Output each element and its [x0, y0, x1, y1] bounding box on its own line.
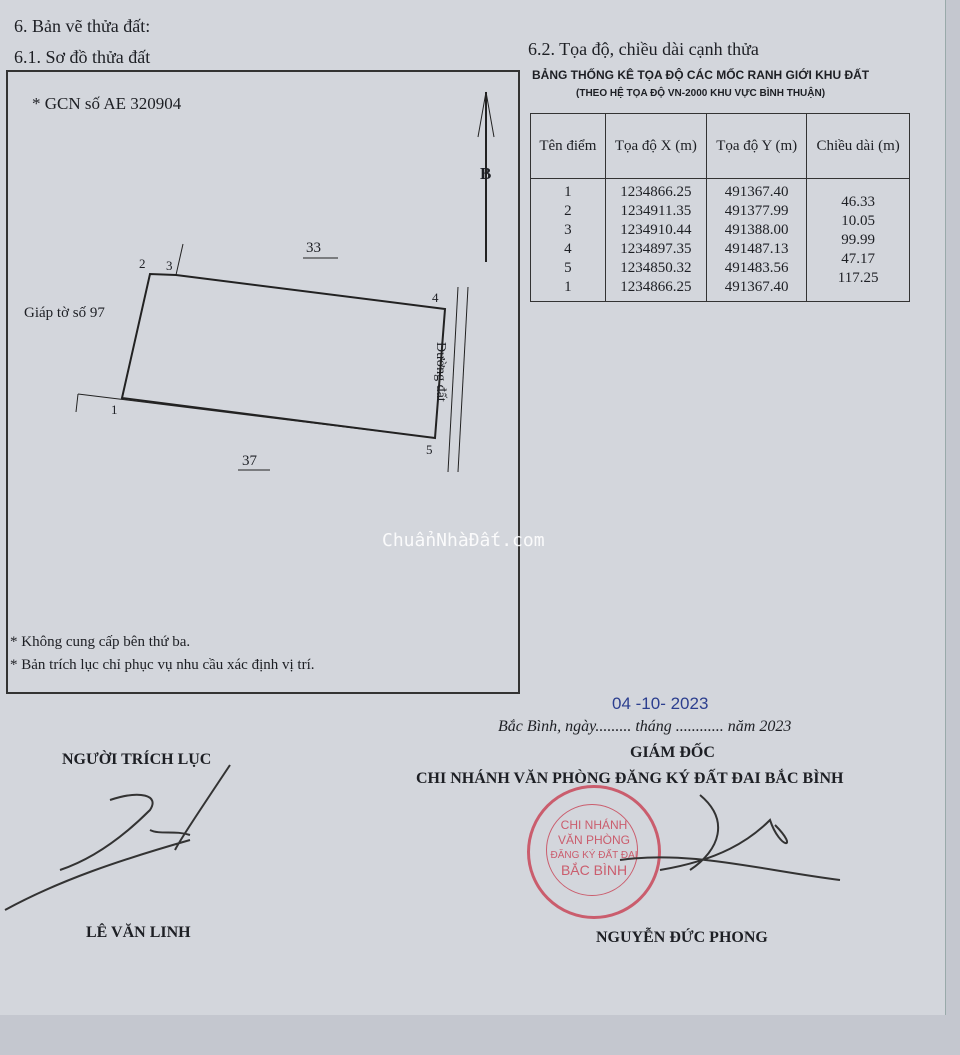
- cell: 491388.00: [724, 222, 789, 238]
- point-names-cell: [531, 179, 606, 302]
- point-label-5: 5: [426, 442, 433, 457]
- date-line: Bắc Bình, ngày......... tháng ............ năm 2023: [498, 718, 792, 735]
- lengths-cell: [807, 179, 910, 302]
- left-signer-role: NGƯỜI TRÍCH LỤC: [62, 751, 212, 768]
- subsection-table-title: 6.2. Tọa độ, chiều dài cạnh thửa: [528, 39, 759, 59]
- point-label-3: 3: [166, 258, 173, 273]
- left-signature: [0, 760, 260, 920]
- coordinates-table: [530, 113, 910, 302]
- col-header-name: Tên điểm: [531, 114, 606, 179]
- cell: 46.33: [841, 194, 875, 210]
- plot-diagram-box: [6, 70, 520, 694]
- section-title: 6. Bản vẽ thửa đất:: [14, 16, 151, 36]
- cell: 2: [564, 203, 572, 219]
- neighbor-top-label: 33: [306, 240, 321, 256]
- col-header-y: Tọa độ Y (m): [707, 114, 807, 179]
- stamp-line: BẮC BÌNH: [560, 862, 628, 878]
- col-header-x: Tọa độ X (m): [605, 114, 706, 179]
- cell: 491377.99: [724, 203, 789, 219]
- cell: 99.99: [841, 232, 875, 248]
- cell: 10.05: [841, 213, 875, 229]
- col-header-length: Chiều dài (m): [807, 114, 910, 179]
- cell: 491483.56: [724, 260, 789, 276]
- point-label-4: 4: [432, 290, 439, 305]
- cell: 1234910.44: [620, 222, 692, 238]
- cell: 1: [564, 184, 572, 200]
- right-signer-org: CHI NHÁNH VĂN PHÒNG ĐĂNG KÝ ĐẤT ĐAI BẮC BÌNH: [416, 770, 844, 787]
- cell: 491487.13: [724, 241, 789, 257]
- cell: 1234866.25: [620, 279, 692, 295]
- stamp-line: ĐĂNG KÝ ĐẤT ĐAI: [550, 850, 638, 861]
- point-label-2: 2: [139, 256, 146, 271]
- land-parcel: [122, 274, 445, 438]
- cell: 47.17: [841, 251, 875, 267]
- road-label: Đường đất: [433, 342, 448, 402]
- cell: 5: [564, 260, 572, 276]
- note-2: * Bản trích lục chỉ phục vụ nhu cầu xác định vị trí.: [10, 657, 315, 673]
- y-coords-cell: [707, 179, 807, 302]
- cell: 1234911.35: [620, 203, 692, 219]
- certificate-number: * GCN số AE 320904: [32, 94, 182, 113]
- cell: 1234897.35: [620, 241, 692, 257]
- cell: 491367.40: [724, 279, 789, 295]
- cell: 4: [564, 241, 572, 257]
- right-signature: [600, 790, 850, 890]
- right-signer-name: NGUYỄN ĐỨC PHONG: [596, 929, 768, 946]
- neighbor-left-label: Giáp tờ số 97: [24, 305, 105, 321]
- north-label: B: [480, 164, 492, 183]
- left-signer-name: LÊ VĂN LINH: [86, 924, 191, 941]
- cell: 491367.40: [724, 184, 789, 200]
- stamped-date: 04 -10- 2023: [612, 694, 709, 713]
- x-coords-cell: [605, 179, 706, 302]
- watermark: ChuẩnNhàĐất.com: [382, 530, 545, 551]
- table-subtitle: (THEO HỆ TỌA ĐỘ VN-2000 KHU VỰC BÌNH THUẬN): [576, 88, 826, 99]
- stamp-line: CHI NHÁNH: [560, 818, 628, 832]
- right-signer-role: GIÁM ĐỐC: [630, 744, 715, 761]
- stamp-line: VĂN PHÒNG: [557, 833, 630, 847]
- cell: 1234850.32: [620, 260, 692, 276]
- cell: 117.25: [837, 270, 879, 286]
- neighbor-bottom-label: 37: [242, 453, 257, 469]
- subsection-diagram-title: 6.1. Sơ đồ thửa đất: [14, 47, 151, 67]
- table-title: BẢNG THỐNG KÊ TỌA ĐỘ CÁC MỐC RANH GIỚI KHU ĐẤT: [532, 68, 870, 82]
- cell: 1: [564, 279, 572, 295]
- point-label-1: 1: [111, 402, 118, 417]
- note-1: * Không cung cấp bên thứ ba.: [10, 634, 191, 650]
- cell: 1234866.25: [620, 184, 692, 200]
- cell: 3: [564, 222, 572, 238]
